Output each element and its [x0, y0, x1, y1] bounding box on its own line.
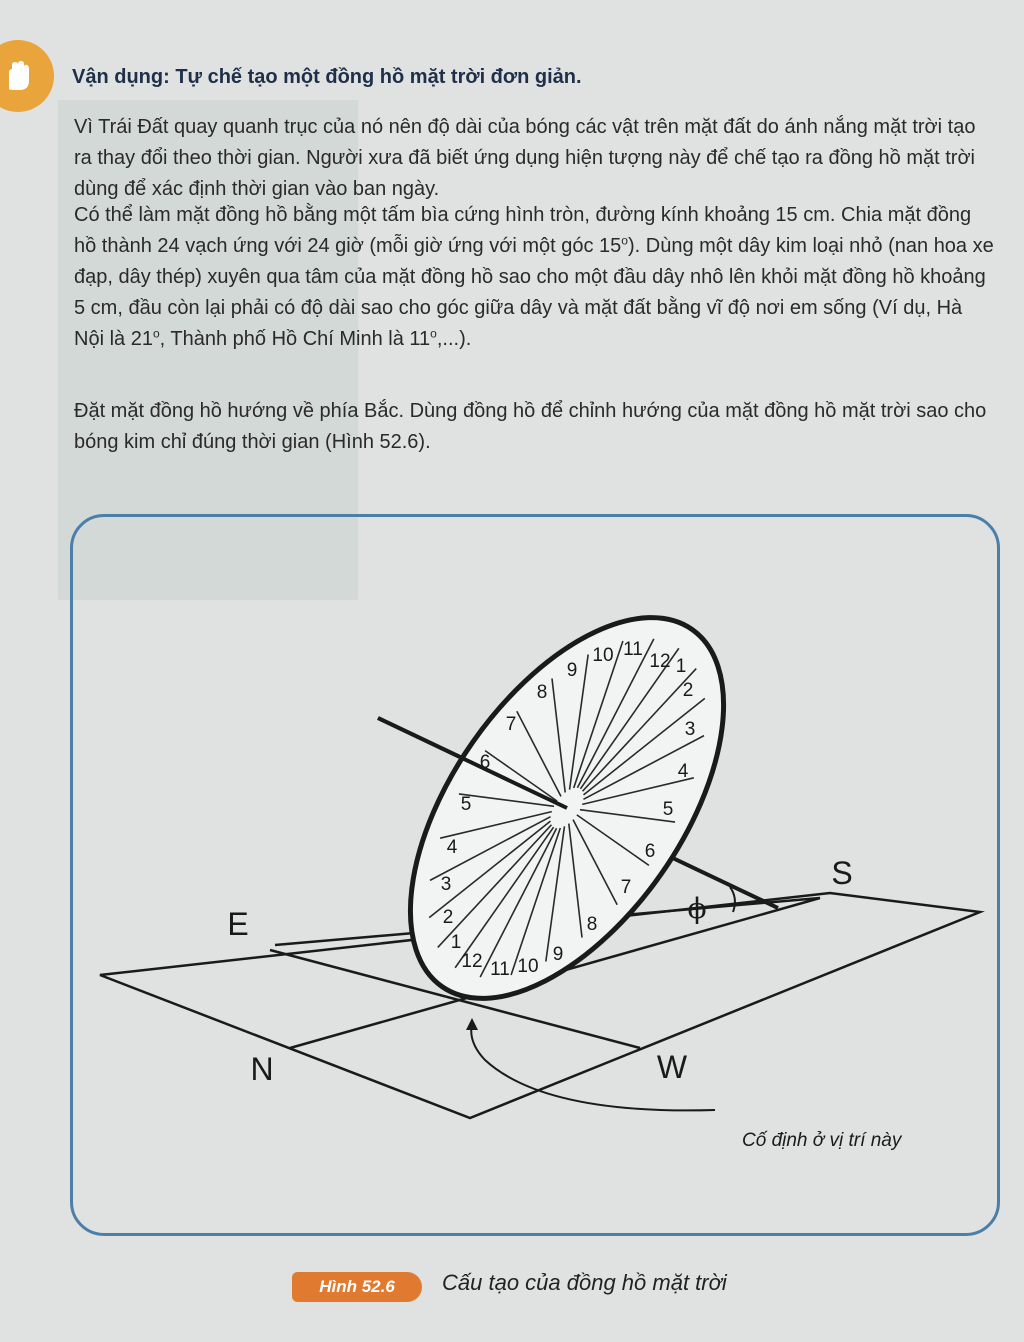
hour-number: 11 [623, 639, 643, 660]
section-heading: Vận dụng: Tự chế tạo một đồng hồ mặt trời đơn giản. [72, 66, 582, 88]
fixed-position-label: Cố định ở vị trí này [742, 1130, 902, 1151]
angle-arc [730, 887, 735, 912]
hour-number: 7 [505, 714, 517, 735]
hour-number: 1 [675, 656, 687, 677]
hour-number: 8 [586, 914, 598, 935]
hour-number: 8 [536, 682, 548, 703]
hour-number: 5 [662, 799, 674, 820]
arrow-head [466, 1018, 478, 1030]
hour-number: 5 [460, 794, 472, 815]
hour-number: 7 [620, 877, 632, 898]
hour-number: 4 [677, 761, 689, 782]
hour-number: 6 [644, 841, 656, 862]
paragraph-construction: Có thể làm mặt đồng hồ bằng một tấm bìa cứng hình tròn, đường kính khoảng 15 cm. Chia mặt đồng hồ thành 24 vạch ứng với 24 giờ (mỗi giờ ứng với một góc 15$^o$). Dùng một dây kim loại nhỏ (nan hoa xe đạp, dây thép) xuyên qua tâm của mặt đồng hồ sao cho một đầu dây nhô lên khỏi mặt đồng hồ khoảng 5 cm, đầu còn lại phải có độ dài sao cho góc giữa dây và mặt đất bằng vĩ độ nơi em sống (Ví dụ, Hà Nội là 21$^o$, Thành phố Hồ Chí Minh là 11$^o$,...). [74, 204, 994, 350]
hour-number: 2 [442, 907, 454, 928]
hour-number: 11 [490, 959, 510, 980]
hour-number: 3 [440, 874, 452, 895]
angle-phi-label: ϕ [687, 892, 707, 925]
direction-south: S [831, 855, 853, 891]
hour-number: 3 [684, 719, 696, 740]
direction-west: W [656, 1049, 688, 1085]
hour-number: 2 [682, 680, 694, 701]
hour-number: 12 [649, 651, 671, 672]
hour-number: 12 [461, 951, 483, 972]
paragraph-orientation: Đặt mặt đồng hồ hướng về phía Bắc. Dùng đồng hồ để chỉnh hướng của mặt đồng hồ mặt trời sao cho bóng kim chỉ đúng thời gian (Hình 52.6). [74, 400, 987, 453]
paragraph-intro: Vì Trái Đất quay quanh trục của nó nên độ dài của bóng các vật trên mặt đất do ánh nắng mặt trời tạo ra thay đổi theo thời gian. Người xưa đã biết ứng dụng hiện tượng này để chế tạo ra đồng hồ mặt trời dùng để xác định thời gian vào ban ngày. [74, 116, 976, 200]
hour-number: 6 [479, 752, 491, 773]
hour-number: 10 [517, 956, 539, 977]
hour-number: 4 [446, 837, 458, 858]
direction-east: E [227, 906, 249, 942]
hour-number: 9 [552, 944, 564, 965]
direction-north: N [250, 1051, 274, 1087]
figure-label: Hình 52.6 [292, 1272, 422, 1302]
hour-number: 1 [450, 932, 462, 953]
hour-number: 9 [566, 660, 578, 681]
figure-caption: Cấu tạo của đồng hồ mặt trời [442, 1270, 727, 1295]
hour-number: 10 [592, 645, 614, 666]
